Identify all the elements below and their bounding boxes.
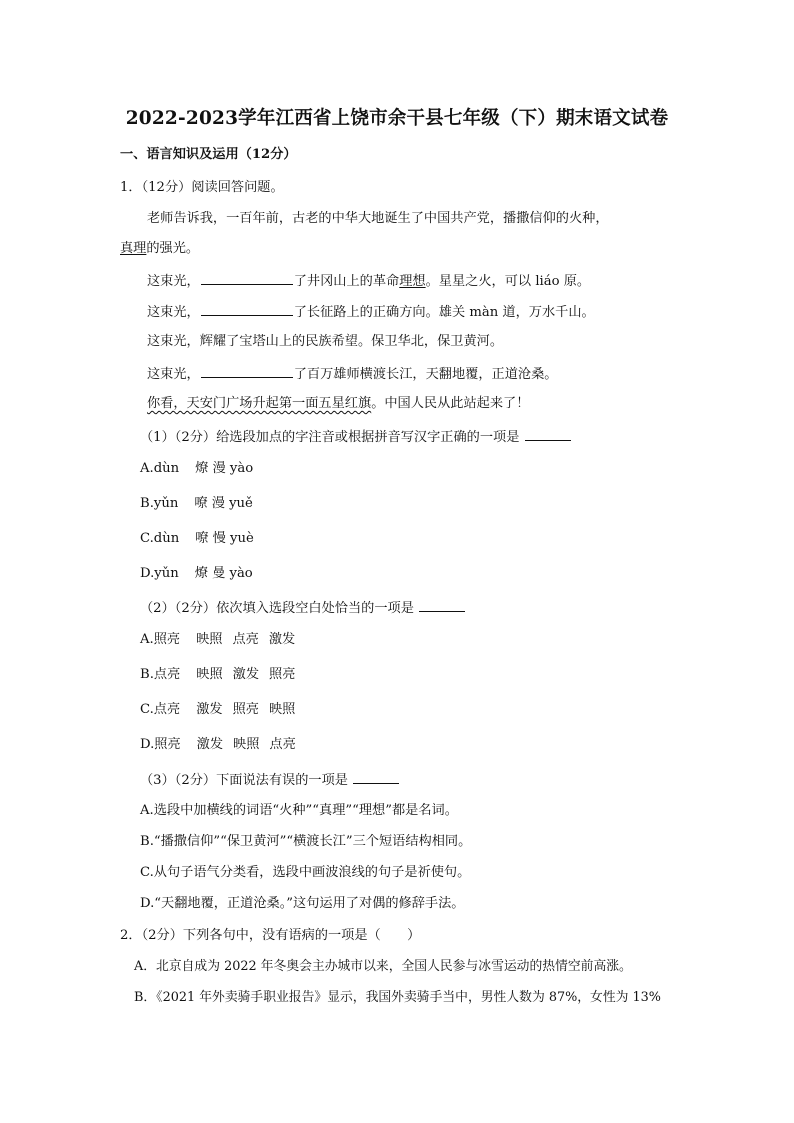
question-2-header: 2．（2分）下列各句中，没有语病的一项是（ ） [120,928,421,943]
fill-blank-2[interactable] [201,302,293,316]
sub-question-1-stem: （1）（2分）给选段加点的字注音或根据拼音写汉字正确的一项是 [140,427,572,447]
wavy-underlined-sentence: 你看，天安门广场升起第一面五星红旗 [147,396,372,411]
passage-line-2: 这束光， 了长征路上的正确方向。雄关 màn 道，万水千山。 [147,302,595,322]
answer-blank-1[interactable] [525,427,571,441]
sub-question-2-stem: （2）（2分）依次填入选段空白处恰当的一项是 [140,598,466,618]
sub2-option-d: D.照亮 激发 映照 点亮 [140,737,296,752]
passage-intro-line2: 真理的强光。 [120,241,200,256]
sub-question-3-stem: （3）（2分）下面说法有误的一项是 [140,770,400,790]
q2-option-a: A．北京自成为 2022 年冬奥会主办城市以来，全国人民参与冰雪运动的热情空前高涨。 [134,959,632,974]
sub2-option-a: A.照亮 映照 点亮 激发 [140,632,296,647]
underlined-word-lixiang: 理想 [399,274,426,289]
sub2-option-c: C.点亮 激发 照亮 映照 [140,702,296,717]
question-1-header: 1．（12分）阅读回答问题。 [120,180,284,195]
section-heading: 一、语言知识及运用（12分） [120,147,297,162]
sub1-option-c: C.dùn 嘹 慢 yuè [140,531,254,546]
answer-blank-2[interactable] [419,598,465,612]
sub3-option-c: C.从句子语气分类看，选段中画波浪线的句子是祈使句。 [140,865,471,880]
page-title: 2022-2023学年江西省上饶市余干县七年级（下）期末语文试卷 [125,108,669,129]
sub3-option-b: B.“播撒信仰”“保卫黄河”“横渡长江”三个短语结构相同。 [140,834,472,849]
q2-option-b: B．《2021 年外卖骑手职业报告》显示，我国外卖骑手当中，男性人数为 87%，女性为 13% [134,990,661,1005]
fill-blank-1[interactable] [201,271,293,285]
passage-line-4: 这束光， 了百万雄师横渡长江，天翻地覆，正道沧桑。 [147,364,558,384]
sub1-option-a: A.dùn 燎 漫 yào [140,461,254,476]
sub3-option-a: A.选段中加横线的词语“火种”“真理”“理想”都是名词。 [140,803,458,818]
passage-line-1: 这束光， 了井冈山上的革命理想。星星之火，可以 liáo 原。 [147,271,590,291]
fill-blank-3[interactable] [201,364,293,378]
sub1-option-d: D.yǔn 燎 曼 yào [140,566,253,581]
sub1-option-b: B.yǔn 嘹 漫 yuě [140,496,253,511]
sub2-option-b: B.点亮 映照 激发 照亮 [140,667,296,682]
underlined-word-zhenli: 真理 [120,241,147,256]
passage-intro-line1: 老师告诉我，一百年前，古老的中华大地诞生了中国共产党，播撒信仰的火种， [147,211,609,226]
answer-blank-3[interactable] [353,770,399,784]
passage-line-3: 这束光，辉耀了宝塔山上的民族希望。保卫华北，保卫黄河。 [147,334,504,349]
passage-line-5: 你看，天安门广场升起第一面五星红旗。中国人民从此站起来了！ [147,396,530,411]
sub3-option-d: D.“天翻地覆，正道沧桑。”这句运用了对偶的修辞手法。 [140,896,465,911]
